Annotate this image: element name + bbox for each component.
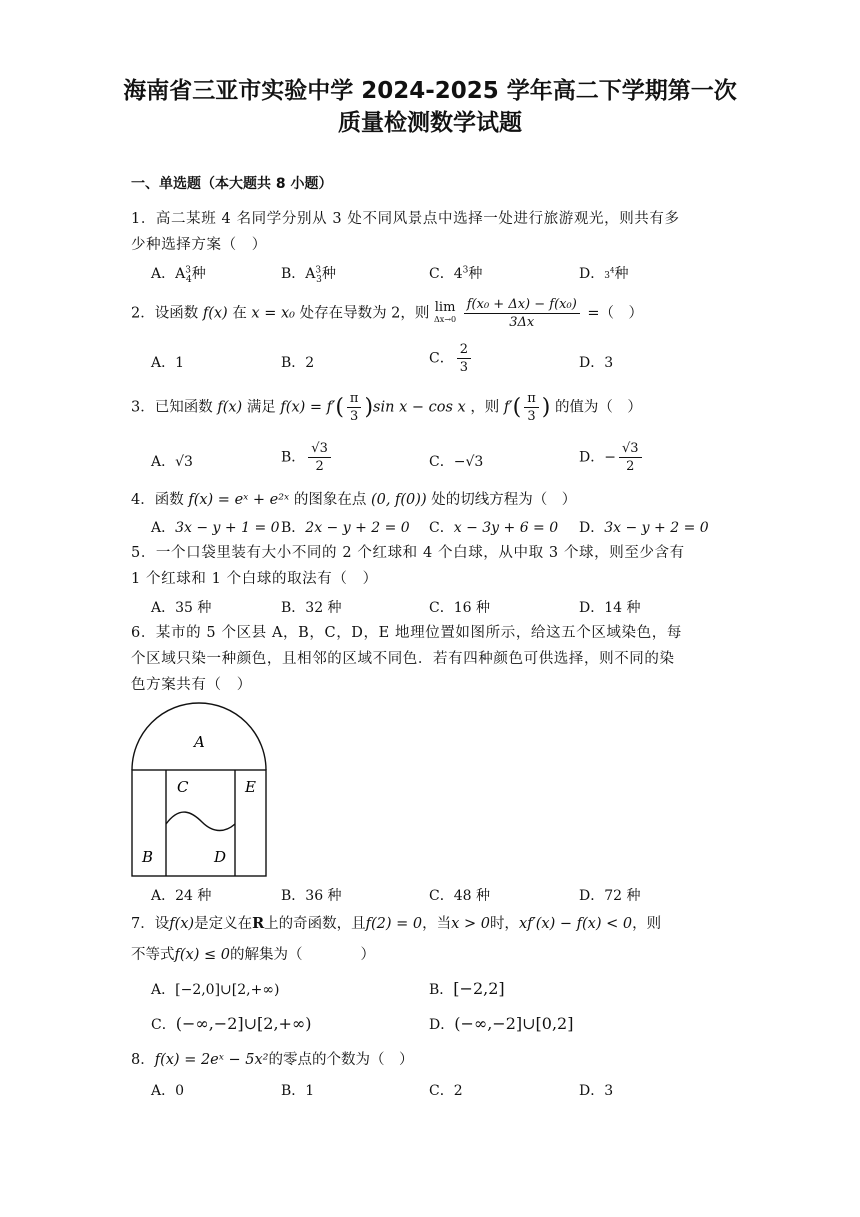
q8-option-c: C．2 xyxy=(429,1083,463,1099)
q8-option-b: B．1 xyxy=(281,1083,315,1099)
q7-option-d: D．(−∞,−2]∪[0,2] xyxy=(429,1014,574,1033)
question-6 xyxy=(131,620,731,698)
q6-option-c: C．48 种 xyxy=(429,888,490,904)
title-line-1: 海南省三亚市实验中学 2024-2025 学年高二下学期第一次 xyxy=(123,78,737,104)
wave-divider xyxy=(166,812,235,830)
question-4: 4．函数 f(x) = eˣ + e²ˣ 的图象在点 (0, f(0)) 处的切线方程为（ ） xyxy=(131,492,577,508)
label-a: A xyxy=(194,733,205,751)
q5-option-c: C．16 种 xyxy=(429,600,490,616)
q7-option-a: A．[−2,0]∪[2,+∞) xyxy=(151,982,280,998)
section-heading: 一、单选题（本大题共 8 小题） xyxy=(131,176,333,192)
q5-option-d: D．14 种 xyxy=(579,600,641,616)
q7-option-c: C．(−∞,−2]∪[2,+∞) xyxy=(151,1014,312,1033)
q5-text-line-1: 5．一个口袋里装有大小不同的 2 个红球和 4 个白球，从中取 3 个球，则至少含有 xyxy=(131,545,685,561)
q1-option-b: B．$A^3_3$种 xyxy=(281,265,336,285)
question-3: 3．已知函数 f(x) 满足 f(x) = f′( $\frac{\pi}{3}$ )sin x − cos x ，则 f′( $\frac{\pi}{3}$ ) 的值为（ ） xyxy=(131,391,642,424)
q3-option-c: C．−√3 xyxy=(429,454,484,470)
q3-option-a: A．√3 xyxy=(151,454,193,470)
q2-limit: lim Δx→0 xyxy=(434,299,457,324)
q6-option-a: A．24 种 xyxy=(151,888,212,904)
q6-text-line-2: 个区域只染一种颜色，且相邻的区域不同色．若有四种颜色可供选择，则不同的染 xyxy=(131,651,675,667)
question-7: 7．设f(x)是定义在R上的奇函数，且f(2) = 0，当x > 0时，xf′(x) − f(x) < 0，则 xyxy=(131,915,662,932)
q6-option-d: D．72 种 xyxy=(579,888,641,904)
q3-option-d: D．− $\frac{√3}{2}$ xyxy=(579,440,645,475)
title-line-2: 质量检测数学试题 xyxy=(338,110,522,136)
q2-fraction: $\frac{\text{f(x₀ + Δx) − f(x₀)}}{3\Delta x}$ xyxy=(464,296,580,331)
q6-text-line-3: 色方案共有（ ） xyxy=(131,677,252,693)
q1-text-line-1: 1．高二某班 4 名同学分别从 3 处不同风景点中选择一处进行旅游观光，则共有多 xyxy=(131,211,680,227)
q5-option-a: A．35 种 xyxy=(151,600,212,616)
question-8: 8．f(x) = 2eˣ − 5x²的零点的个数为（ ） xyxy=(131,1052,414,1068)
q6-text-line-1: 6．某市的 5 个区县 A，B，C，D，E 地理位置如图所示，给这五个区域染色，每 xyxy=(131,625,682,641)
question-1 xyxy=(131,206,731,258)
q8-option-d: D．3 xyxy=(579,1083,614,1099)
q2-option-c: C． $\frac{2}{3}$ xyxy=(429,341,474,376)
question-7-line-2: 不等式f(x) ≤ 0的解集为（ ） xyxy=(131,947,375,963)
q4-option-b: B．2x − y + 2 = 0 xyxy=(281,520,410,536)
q1-text-line-2: 少种选择方案（ ） xyxy=(131,237,267,253)
q1-option-a: A．$A^3_4$种 xyxy=(151,265,206,285)
q2-option-a: A．1 xyxy=(151,355,185,371)
label-b: B xyxy=(142,848,154,866)
label-c: C xyxy=(177,778,189,796)
region-map-figure xyxy=(130,700,270,880)
q2-option-d: D．3 xyxy=(579,355,614,371)
q4-option-a: A．3x − y + 1 = 0 xyxy=(151,520,280,536)
q4-option-c: C．x − 3y + 6 = 0 xyxy=(429,520,559,536)
label-d: D xyxy=(214,848,227,866)
label-e: E xyxy=(245,778,256,796)
q2-option-b: B．2 xyxy=(281,355,315,371)
q4-option-d: D．3x − y + 2 = 0 xyxy=(579,520,709,536)
q6-option-b: B．36 种 xyxy=(281,888,342,904)
q7-option-b: B．[−2,2] xyxy=(429,979,505,998)
q3-option-b: B． $\frac{√3}{2}$ xyxy=(281,440,334,475)
q1-option-c: C．$4^3$种 xyxy=(429,265,483,282)
q1-option-d: D．$3^4$种 xyxy=(579,266,629,282)
q5-option-b: B．32 种 xyxy=(281,600,342,616)
q8-option-a: A．0 xyxy=(151,1083,185,1099)
question-2: 2．设函数 f(x) 在 x = x₀ 处存在导数为 2，则 lim Δx→0 $\frac{\text{f(x₀ + Δx) − f(x₀)}}{3\Delta x}$ =（ ） xyxy=(131,297,644,330)
q5-text-line-2: 1 个红球和 1 个白球的取法有（ ） xyxy=(131,571,378,587)
question-5 xyxy=(131,540,731,592)
